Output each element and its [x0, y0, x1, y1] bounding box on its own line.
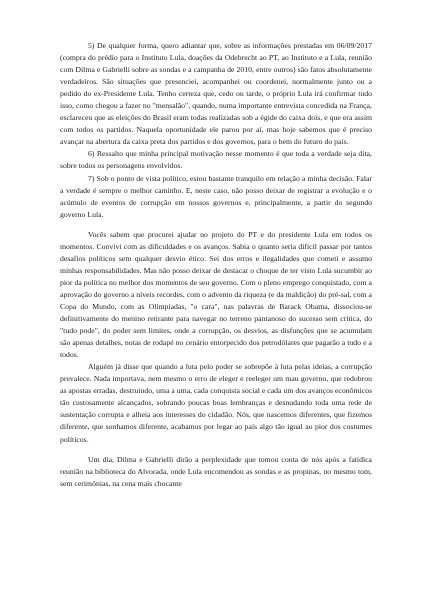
paragraph-power-struggle: Alguém já disse que quando a luta pelo poder se sobrepõe à luta pelas ideias, a corrupção prevalece. Nada importava, nem mesmo o erro de eleger e reeleger um mau governo, que redobrou as apostas erradas, destruindo, uma a uma, cada conquista social e cada um dos avanços econômicos tão custosamente alcançados, sobrando poucas boas lembranças e desnudando toda uma rede de sustentação corrupta e alheia aos interesses do cidadão. Nós, que nascemos diferentes, que fizemos diferente, que sonhamos diferente, acabamos por legar ao país algo tão igual ao pior dos costumes políticos. — [60, 362, 372, 444]
paragraph-6: 6) Ressalto que minha principal motivação nesse momento é que toda a verdade seja dita, sobre todos os personagens envolvidos. — [60, 149, 372, 171]
paragraph-5: 5) De qualquer forma, quero adiantar que, sobre as informações prestadas em 06/09/2017 (compra do prédio para o Instituto Lula, doações da Odebrecht ao PT, ao Instituto e a Lula, reunião com Dilma e Gabrielli sobre as sondas e a campanha de 2010, entre outros) são fatos absolutamente verdadeiros. São situações que presenciei, acompanhei ou coordenei, normalmente junto ou a pedido do ex-Presidente Lula. Tenho certeza que, cedo ou tarde, o próprio Lula irá confirmar tudo isso, como chegou a fazer no "mensalão", quando, numa importante entrevista concedida na França, esclareceu que as eleições do Brasil eram todas realizadas sob a égide do caixa dois, e que era assim com todos os partidos. Naquela oportunidade ele parou por aí, mas hoje sabemos que é preciso avançar na abertura da caixa preta dos partidos e dos governos, para o bem do futuro do país. — [60, 41, 372, 147]
paragraph-7: 7) Sob o ponto de vista político, estou bastante tranquilo em relação a minha decisão. Falar a verdade é sempre o melhor caminho. E, neste caso, não posso deixar de registrar a evolução e o acúmulo de eventos de corrupção em nossos governos e, principalmente, a partir do segundo governo Lula. — [60, 173, 372, 219]
paragraph-alvorada-meeting: Um dia, Dilma e Gabrielli dirão a perplexidade que tomou conta de nós após a fatídica reunião na biblioteca do Alvorada, onde Lula encomendou as sondas e as propinas, no mesmo tom, sem cerimônias, na cena mais chocante — [60, 454, 372, 488]
document-body — [60, 40, 372, 490]
paragraph-lula-project: Vocês sabem que procurei ajudar no projeto do PT e do presidente Lula em todos os momentos. Convivi com as dificuldades e os avanços. Sabia o quanto seria difícil passar por tantos desafios políticos sem qualquer desvio ético. Sei dos erros e ilegalidades que cometi e assumo minhas responsabilidades. Mas não posso deixar de destacar o choque de ter visto Lula sucumbir ao pior da política no melhor dos momentos de seu governo. Com o pleno emprego conquistado, com a aprovação do governo a níveis recordes, com o advento da riqueza (e da maldição) do pré-sal, com a Copa do Mundo, com as Olimpíadas, "o cara", nas palavras de Barack Obama, dissociou-se definitivamente do menino retirante para navegar no terreno pantanoso do sucesso sem crítica, do "tudo pode", do poder sem limites, onde a corrupção, os desvios, as disfunções que se acumulam são apenas detalhes, notas de rodapé no cenário entorpecido dos petrodólares que pagarão a tudo e a todos. — [60, 229, 372, 360]
